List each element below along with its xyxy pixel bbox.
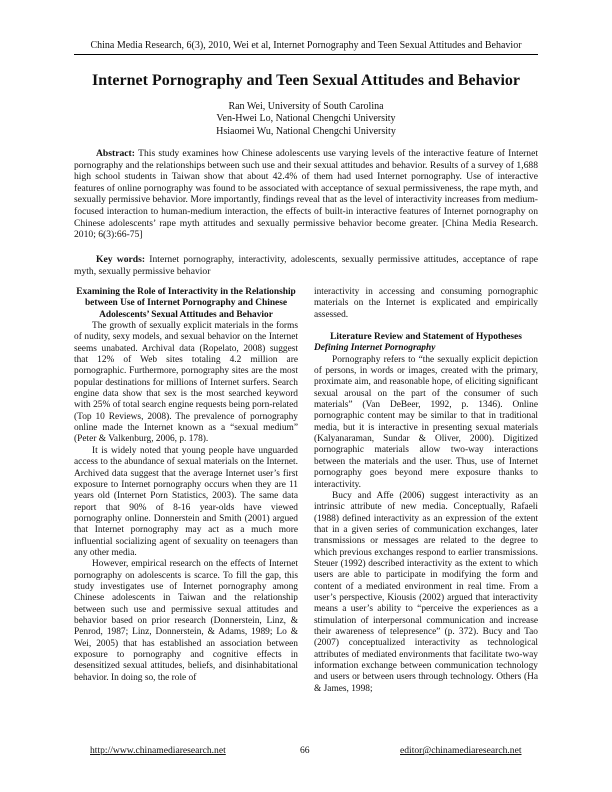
editor-email-link[interactable]: editor@chinamediaresearch.net [400,745,522,756]
header-rule [74,54,538,55]
author-line: Ran Wei, University of South Carolina [228,101,384,112]
keywords-text: Internet pornography, interactivity, adolescents, sexually permissive attitudes, acceptance of rape myth, sexually permissive behavior [74,254,538,277]
article-title: Internet Pornography and Teen Sexual Attitudes and Behavior [91,72,521,89]
abstract [74,148,538,241]
keywords [74,254,538,277]
body-paragraph: Pornography refers to “the sexually explicit depiction of persons, in words or images, created with the primary, proximate aim, and reasonable hope, of eliciting significant sexual arousal on the part of the consumer of such materials” (Van DeBeer, 1992, p. 1346). Online pornographic content may be similar to that in traditional media, but it is interactive in presenting sexual materials (Kalyanaraman, Sundar & Oliver, 2000). Digitized pornographic materials allow two-way interactions between the materials and the user. Thus, use of Internet pornography goes beyond mere exposure thanks to interactivity. [314,354,538,490]
body-paragraph-continued: interactivity in accessing and consuming pornographic materials on the Internet is explicated and empirically assessed. [314,287,538,320]
abstract-text: This study examines how Chinese adolescents use varying levels of the interactive feature of Internet pornography and the relationships between such use and their sexual attitudes and behavior. Results of a survey of 1,688 high school students in Taiwan show that about 42.4% of them had used Internet pornography. Use of interactive features of online pornography was found to be associated with acceptance of sexual permissiveness, the rape myth, and sexually permissive behavior. More importantly, findings reveal that as the level of interactivity increases from medium-focused interaction to human-medium interaction, the effects of built-in interactive features of Internet pornography on Chinese adolescents’ rape myth attitudes and sexually permissive behavior become greater. [China Media Research. 2010; 6(3):66-75] [74,148,538,241]
abstract-label: Abstract: [96,148,135,159]
keywords-label: Key words: [96,254,146,265]
page-number: 66 [300,745,310,756]
left-column [74,287,298,684]
author-line: Hsiaomei Wu, National Chengchi University [216,125,396,137]
section-heading: Literature Review and Statement of Hypotheses [330,332,522,343]
running-header: China Media Research, 6(3), 2010, Wei et al, Internet Pornography and Teen Sexual Attitudes and Behavior [90,40,522,51]
body-paragraph: The growth of sexually explicit materials in the forms of nudity, sexy models, and sexual behavior on the Internet seems unabated. Archival data (Ropelato, 2008) suggest that 12% of Web sites totaling 4.2 million are pornographic. Furthermore, pornography sites are the most popular destinations for millions of Internet surfers. Search engine data show that sex is the most searched keyword with 25% of total search engine requests being porn-related (Top 10 Reviews, 2008). The prevalence of pornography online made the Internet known as a “sexual medium” (Peter & Valkenburg, 2006, p. 178). [74,321,298,445]
author-line: Ven-Hwei Lo, National Chengchi University [216,113,396,125]
body-paragraph: Bucy and Affe (2006) suggest interactivity as an intrinsic attribute of new media. Conceptually, Rafaeli (1988) defined interactivity as an expression of the extent that in a given series of communication exchanges, later transmissions or messages are related to the degree to which previous exchanges respond to earlier transmissions. Steuer (1992) described interactivity as the extent to which users are able to participate in modifying the form and content of a mediated environment in real time. From a user’s perspective, Kiousis (2002) argued that interactivity means a user’s ability to “perceive the experiences as a stimulation of interpersonal communication and increase their awareness of telepresence” (p. 372). Bucy and Tao (2007) conceptualized interactivity as technological attributes of mediated environments that facilitate two-way information exchange between communication technology and users or between users through technology. Others (Ha & James, 1998; [314,490,538,694]
body-paragraph: It is widely noted that young people have unguarded access to the abundance of sexual materials on the Internet. Archived data suggest that the average Internet user’s first exposure to Internet pornography occurs when they are 11 years old (Internet Porn Statistics, 2003). The same data report that 90% of 8-16 year-olds have viewed pornography online. Donnerstein and Smith (2001) argued that Internet pornography may act as a much more influential socializing agent of sexuality on teenagers than any other media. [74,445,298,558]
journal-url-link[interactable]: http://www.chinamediaresearch.net [90,745,226,756]
right-column [314,287,538,695]
body-paragraph: However, empirical research on the effects of Internet pornography on adolescents is scarce. To fill the gap, this study investigates use of Internet pornography among Chinese adolescents in Taiwan and the relationship between such use and permissive sexual attitudes and behavior based on prior research (Donnerstein, Linz, & Penrod, 1987; Linz, Donnerstein, & Adams, 1989; Lo & Wei, 2005) that has established an association between exposure to pornography and cognitive effects in desensitized sexual attitudes, beliefs, and disinhabitational behavior. In doing so, the role of [74,559,298,683]
author-list [60,101,552,138]
section-heading: Examining the Role of Interactivity in the Relationship between Use of Internet Pornography and Chinese Adolescents’ Sexual Attitudes and Behavior [76,287,296,320]
subsection-heading: Defining Internet Pornography [314,343,436,354]
